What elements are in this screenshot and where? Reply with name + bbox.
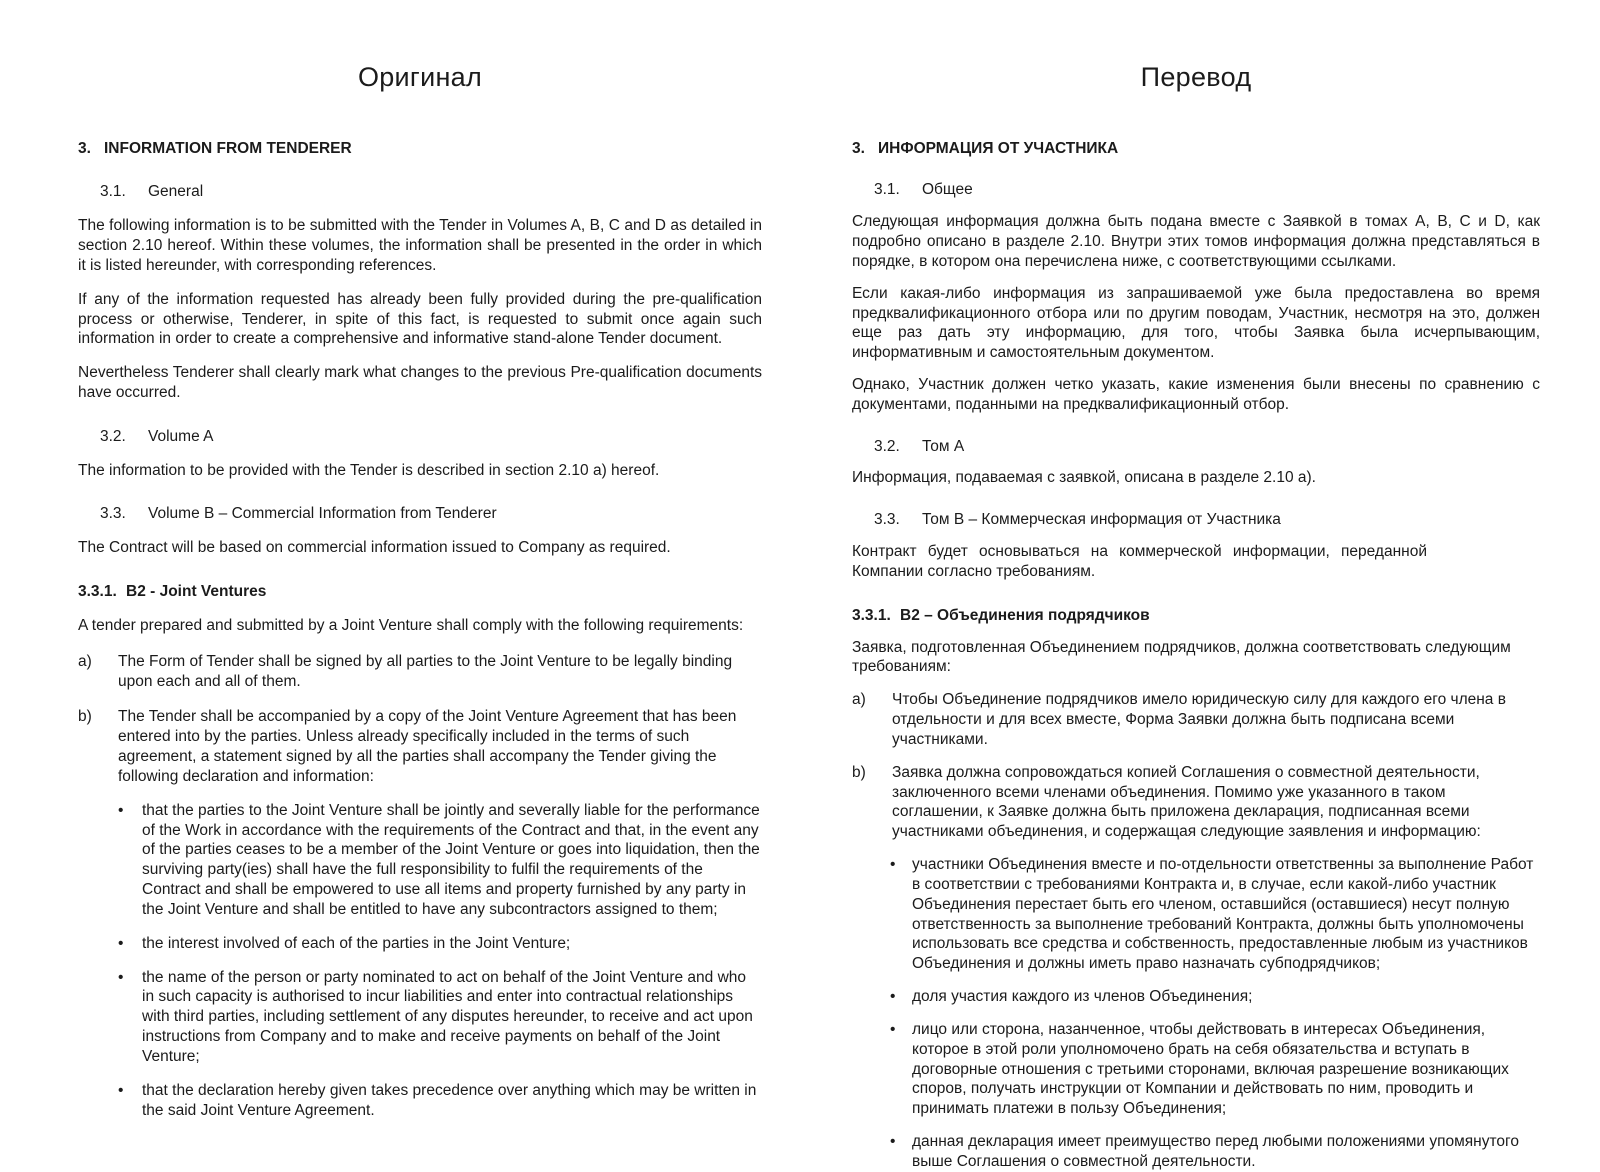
- bullet-icon: •: [890, 1133, 896, 1151]
- bullet-item: [118, 968, 762, 1067]
- list-item-text: The Tender shall be accompanied by a copy of the Joint Venture Agreement that has been entered into by the parties. Unless already specifically included in the terms of such agreement, a statement signed by all the parties shall accompany the Tender giving the following declaration and information:: [118, 708, 737, 785]
- paragraph: If any of the information requested has already been fully provided during the pre-qualification process or otherwise, Tenderer, in spite of this fact, is requested to submit once again such information in order to create a comprehensive and informative stand-alone Tender document.: [78, 290, 762, 348]
- heading-number: 3.3.1.: [852, 606, 891, 624]
- bullet-icon: •: [118, 968, 124, 986]
- heading-text: General: [148, 183, 204, 201]
- list-item-label: b): [852, 763, 866, 781]
- bullet-text: that the declaration hereby given takes precedence over anything which may be written in the said Joint Venture Agreement.: [142, 1081, 757, 1119]
- heading-section-3: [852, 139, 1540, 159]
- heading-number: 3.2.: [874, 437, 900, 455]
- paragraph: The information to be provided with the Tender is described in section 2.10 a) hereof.: [78, 461, 660, 479]
- bullet-text: лицо или сторона, назанченное, чтобы действовать в интересах Объединения, которое в этой роли уполномочено брать на себя обязательства и вступать в договорные отношения с третьими сторонами, включая разрешение возникающих споров, получать инструкции от Компании и действовать по ним, проводить и принимать платежи в пользу Объединения;: [912, 1020, 1509, 1118]
- heading-number: 3.3.: [874, 511, 900, 529]
- paragraph: Если какая-либо информация из запрашиваемой уже была предоставлена во время предквалификационного отбора или по другим поводам, Участник, несмотря на это, должен еще раз дать эту информацию, для того, чтобы Заявка была исчерпывающим, информативным и самостоятельным документом.: [852, 284, 1540, 362]
- bullet-icon: •: [890, 856, 896, 874]
- column-title-translation: Перевод: [1140, 62, 1252, 92]
- list-item-b: [852, 763, 1540, 842]
- bullet-item: [890, 987, 1540, 1007]
- bullet-item: [890, 1132, 1540, 1172]
- bullet-item: [118, 801, 762, 920]
- heading-section-3-3-1: [78, 582, 762, 602]
- heading-number: 3.: [852, 139, 865, 157]
- paragraph: Информация, подаваемая с заявкой, описана в разделе 2.10 а).: [852, 469, 1316, 487]
- bullet-item: [118, 1081, 762, 1121]
- translation-column: [852, 0, 1540, 1172]
- heading-text: В2 – Объединения подрядчиков: [900, 606, 1150, 624]
- paragraph: The Contract will be based on commercial information issued to Company as required.: [78, 539, 671, 557]
- list-item-text: The Form of Tender shall be signed by all parties to the Joint Venture to be legally binding upon each and all of them.: [118, 652, 733, 690]
- heading-text: Общее: [922, 181, 973, 199]
- bullet-item: [890, 855, 1540, 974]
- bullet-item: [118, 934, 762, 954]
- heading-section-3-2: [852, 437, 1540, 457]
- heading-text: B2 - Joint Ventures: [126, 583, 267, 601]
- bullet-text: участники Объединения вместе и по-отдельности ответственны за выполнение Работ в соответствии с требованиями Контракта и, в случае, если какой-либо участник Объединения перестает быть его членом, оставшийся (оставшиеся) несут полную ответственность за выполнение требований Контракта, должны быть уполномочены использовать все средства и собственность, предоставленные любым из участников Объединения и должны иметь право назначать субподрядчиков;: [912, 856, 1534, 973]
- original-column: [78, 0, 762, 1120]
- paragraph: Nevertheless Tenderer shall clearly mark what changes to the previous Pre-qualification documents have occurred.: [78, 364, 762, 401]
- heading-number: 3.1.: [100, 183, 126, 201]
- heading-number: 3.: [78, 139, 91, 157]
- list-item-label: b): [78, 708, 92, 726]
- bullet-icon: •: [890, 1020, 896, 1038]
- heading-section-3-2: [78, 427, 762, 447]
- paragraph: Однако, Участник должен четко указать, какие изменения были внесены по сравнению с документами, поданными на предквалификационный отбор.: [852, 376, 1540, 413]
- bullet-text: that the parties to the Joint Venture shall be jointly and severally liable for the performance of the Work in accordance with the requirements of the Contract and that, in the event any of the parties ceases to be a member of the Joint Venture or goes into liquidation, then the surviving party(ies) shall have the full responsibility to fulfil the requirements of the Contract and shall be empowered to use all items and property furnished by any party in the Joint Venture and shall be entitled to have any subcontractors assigned to them;: [142, 801, 760, 918]
- paragraph: Заявка, подготовленная Объединением подрядчиков, должна соответствовать следующим требованиям:: [852, 638, 1511, 676]
- list-item-a: [78, 652, 762, 692]
- list-item-b: [78, 707, 762, 786]
- paragraph: Следующая информация должна быть подана вместе с Заявкой в томах А, В, С и D, как подробно описано в разделе 2.10. Внутри этих томов информация должна представляться в порядке, в котором она перечислена ниже, с соответствующими ссылками.: [852, 213, 1540, 270]
- bullet-icon: •: [118, 1081, 124, 1099]
- bullet-icon: •: [890, 988, 896, 1006]
- heading-number: 3.3.1.: [78, 583, 117, 601]
- heading-section-3-3: [78, 504, 762, 524]
- heading-section-3: [78, 139, 762, 159]
- heading-text: INFORMATION FROM TENDERER: [104, 139, 352, 157]
- bullet-item: [890, 1020, 1540, 1119]
- heading-section-3-3: [852, 510, 1540, 530]
- list-item-text: Чтобы Объединение подрядчиков имело юридическую силу для каждого его члена в отдельности и для всех вместе, Форма Заявки должна быть подписана всеми участниками.: [892, 691, 1506, 748]
- paragraph: A tender prepared and submitted by a Joint Venture shall comply with the following requirements:: [78, 616, 744, 634]
- list-item-text: Заявка должна сопровождаться копией Соглашения о совместной деятельности, заключенного всеми членами объединения. Помимо уже указанного в таком соглашении, к Заявке должна быть приложена декларация, подписанная всеми участниками объединения, и содержащая следующие заявления и информацию:: [892, 763, 1481, 841]
- heading-text: Volume A: [148, 427, 214, 445]
- bullet-icon: •: [118, 801, 124, 819]
- bullet-icon: •: [118, 934, 124, 952]
- heading-number: 3.1.: [874, 181, 900, 199]
- heading-text: Том В – Коммерческая информация от Участника: [922, 511, 1281, 529]
- heading-section-3-3-1: [852, 606, 1540, 626]
- column-title-original: Оригинал: [357, 62, 483, 92]
- paragraph: Контракт будет основываться на коммерческой информации, переданной Компании согласно требованиям.: [852, 543, 1427, 580]
- bullet-text: данная декларация имеет преимущество перед любыми положениями упомянутого выше Соглашения о совместной деятельности.: [912, 1133, 1519, 1170]
- heading-text: Том А: [922, 437, 965, 455]
- list-item-label: a): [78, 652, 92, 670]
- heading-text: Volume B – Commercial Information from Tenderer: [148, 505, 497, 523]
- bullet-text: the name of the person or party nominated to act on behalf of the Joint Venture and who in such capacity is authorised to incur liabilities and enter into contractual relationships with third parties, including settlement of any disputes hereunder, to receive and act upon instructions from Company and to make and receive payments on behalf of the Joint Venture;: [142, 968, 753, 1065]
- bullet-text: доля участия каждого из членов Объединения;: [912, 988, 1253, 1006]
- list-item-a: [852, 690, 1540, 749]
- heading-number: 3.2.: [100, 427, 126, 445]
- paragraph: The following information is to be submitted with the Tender in Volumes A, B, C and D as detailed in section 2.10 hereof. Within these volumes, the information shall be presented in the order in which it is listed hereunder, with corresponding references.: [78, 217, 762, 274]
- bullet-text: the interest involved of each of the parties in the Joint Venture;: [142, 934, 571, 952]
- heading-section-3-1: [852, 180, 1540, 200]
- list-item-label: a): [852, 691, 866, 709]
- heading-number: 3.3.: [100, 505, 126, 523]
- heading-text: ИНФОРМАЦИЯ ОТ УЧАСТНИКА: [878, 139, 1119, 157]
- heading-section-3-1: [78, 182, 762, 202]
